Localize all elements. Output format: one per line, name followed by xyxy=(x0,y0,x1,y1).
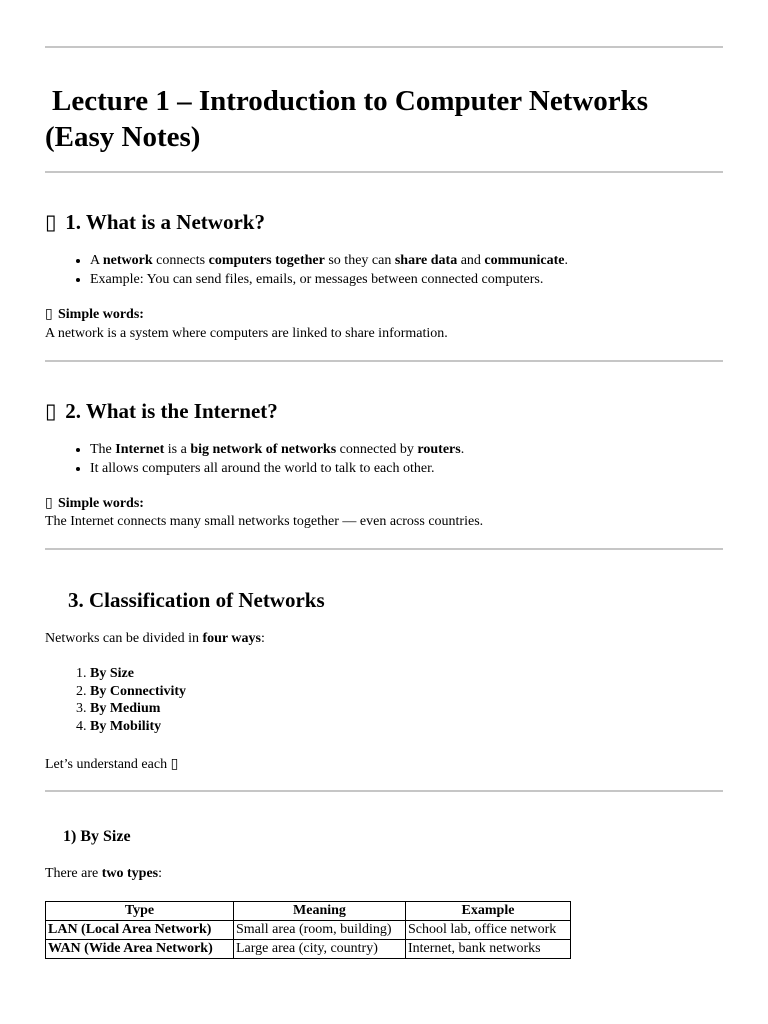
section-heading-text: 2. What is the Internet? xyxy=(65,399,278,423)
internet-bullets xyxy=(45,440,464,478)
table-row xyxy=(46,940,571,959)
divider xyxy=(45,790,723,792)
divider xyxy=(45,360,723,362)
section-heading-classification: 3. Classification of Networks xyxy=(68,588,325,612)
list-item: 4. By Mobility xyxy=(90,718,186,736)
list-item: • It allows computers all around the world to talk to each other. xyxy=(90,459,464,478)
table-row xyxy=(46,921,571,940)
missing-glyph-icon: ▯ xyxy=(45,210,57,234)
by-size-intro: There are two types: xyxy=(45,866,163,881)
simple-words-text: A network is a system where computers are linked to share information. xyxy=(45,326,448,341)
section-heading-network xyxy=(45,209,265,235)
subsection-heading-by-size: 1) By Size xyxy=(63,828,131,845)
table-header: Type xyxy=(46,902,234,921)
table-header: Example xyxy=(406,902,571,921)
list-item: 1. By Size xyxy=(90,665,186,683)
missing-glyph-icon: ▯ xyxy=(45,307,53,322)
table-cell: Internet, bank networks xyxy=(406,940,571,959)
classification-intro: Networks can be divided in four ways: xyxy=(45,631,265,646)
missing-glyph-icon: ▯ xyxy=(45,496,53,511)
simple-words-label: ▯ Simple words: xyxy=(45,307,144,322)
missing-glyph-icon: ▯ xyxy=(170,757,179,772)
table-cell: Large area (city, country) xyxy=(234,940,406,959)
divider xyxy=(45,46,723,48)
section-heading-internet xyxy=(45,398,278,424)
simple-words-text: The Internet connects many small networks together — even across countries. xyxy=(45,514,484,529)
table-header: Meaning xyxy=(234,902,406,921)
title-line-2: (Easy Notes) xyxy=(45,121,201,153)
page-title xyxy=(45,83,735,155)
classification-list xyxy=(45,665,186,736)
table-cell: WAN (Wide Area Network) xyxy=(46,940,234,959)
list-item: 3. By Medium xyxy=(90,700,186,718)
divider xyxy=(45,548,723,550)
title-line-1: Lecture 1 – Introduction to Computer Networks xyxy=(52,85,649,117)
table-header-row xyxy=(46,902,571,921)
network-size-table xyxy=(45,901,571,959)
list-item: • A network connects computers together so they can share data and communicate. xyxy=(90,251,568,270)
list-item: • The Internet is a big network of networks connected by routers. xyxy=(90,440,464,459)
simple-words-label: ▯ Simple words: xyxy=(45,496,144,511)
divider xyxy=(45,171,723,173)
classification-outro: Let’s understand each ▯ xyxy=(45,755,725,774)
table-cell: School lab, office network xyxy=(406,921,571,940)
list-item: • Example: You can send files, emails, or messages between connected computers. xyxy=(90,270,568,289)
table-cell: LAN (Local Area Network) xyxy=(46,921,234,940)
network-bullets xyxy=(45,251,568,289)
missing-glyph-icon: ▯ xyxy=(45,399,57,423)
table-cell: Small area (room, building) xyxy=(234,921,406,940)
section-heading-text: 1. What is a Network? xyxy=(65,210,265,234)
list-item: 2. By Connectivity xyxy=(90,683,186,701)
